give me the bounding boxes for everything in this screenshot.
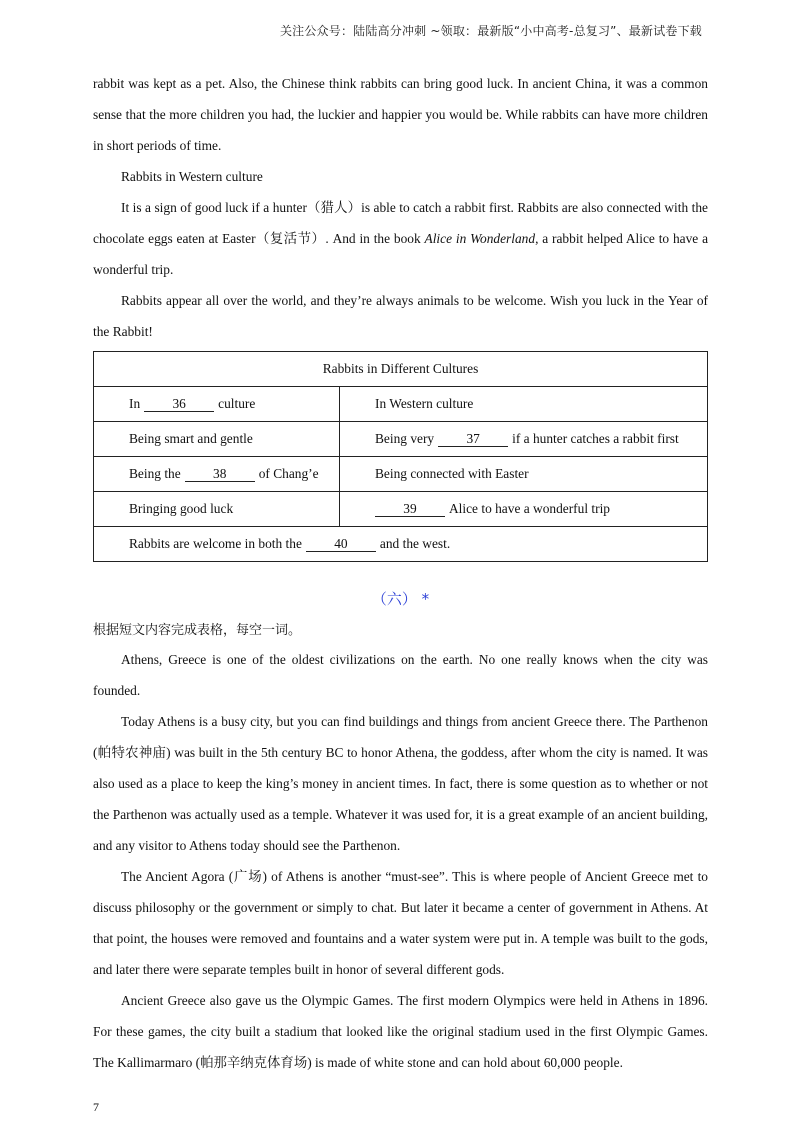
western-text-a: It is a sign of good luck if a hunter（猎人）is able to catch a rabbit first. Rabbits are also connected with the chocolate eggs eaten at Easter（复活节）. And in the book <box>93 200 708 246</box>
table-cell: In Western culture <box>340 387 708 422</box>
paragraph-athens-intro: Athens, Greece is one of the oldest civilizations on the earth. No one really knows when the city was founded. <box>93 652 708 698</box>
paragraph-olympics: Ancient Greece also gave us the Olympic Games. The first modern Olympics were held in Athens in 1896. For these games, the city built a stadium that looked like the original stadium used in the first Olympic Games. The Kallimarmaro (帕那辛纳克体育场) is made of white stone and can hold about 60,000 people. <box>93 993 708 1070</box>
cell-text: of Chang’e <box>258 466 319 481</box>
blank-38: 38 <box>185 467 255 482</box>
table-cell <box>94 457 340 492</box>
table-row <box>94 527 708 562</box>
table-cell: Bringing good luck <box>94 492 340 527</box>
page-header: 关注公众号：陆陆高分冲刺 ~领取：最新版“小中高考-总复习”、最新试卷下载 <box>279 24 702 38</box>
table-cell <box>340 492 708 527</box>
cell-text: Rabbits are welcome in both the <box>129 536 302 551</box>
table-row <box>94 422 708 457</box>
paragraph-rabbit-china: rabbit was kept as a pet. Also, the Chinese think rabbits can bring good luck. In ancient China, it was a common sense that the more children you had, the luckier and happier you would be. While rabbits can have more children in short periods of time. <box>93 76 708 153</box>
blank-39: 39 <box>375 502 445 517</box>
blank-36: 36 <box>144 397 214 412</box>
table-row <box>94 492 708 527</box>
cell-text: In <box>129 396 141 411</box>
cell-text: culture <box>218 396 256 411</box>
table-row <box>94 352 708 387</box>
table-cell: Being smart and gentle <box>94 422 340 457</box>
page-number: 7 <box>93 1100 99 1114</box>
page-content <box>93 68 708 1078</box>
table-cell: Being connected with Easter <box>340 457 708 492</box>
cell-text: if a hunter catches a rabbit first <box>512 431 679 446</box>
paragraph-parthenon: Today Athens is a busy city, but you can find buildings and things from ancient Greece there. The Parthenon (帕特农神庙) was built in the 5th century BC to honor Athena, the goddess, after whom the city is named. It was also used as a place to keep the king’s money in ancient times. In fact, there is some question as to whether or not the Parthenon was actually used as a temple. Whatever it was used for, it is a great example of an ancient building, and any visitor to Athens today should see the Parthenon. <box>93 714 708 853</box>
table-cell <box>340 422 708 457</box>
paragraph-agora: The Ancient Agora (广场) of Athens is another “must-see”. This is where people of Ancient Greece met to discuss philosophy or the government or simply to chat. But later it became a center of government in Athens. At that point, the houses were removed and fountains and a water system were put in. A temple was built to the gods, and later there were separate temples built in honor of several different gods. <box>93 869 708 977</box>
paragraph-western-luck <box>93 192 708 285</box>
table-row <box>94 457 708 492</box>
table-cell <box>94 387 340 422</box>
book-title: Alice in Wonderland <box>424 231 536 246</box>
instruction: 根据短文内容完成表格，每空一词。 <box>93 623 302 638</box>
cell-text: and the west. <box>379 536 451 551</box>
rabbit-culture-table <box>93 351 708 562</box>
table-row <box>94 387 708 422</box>
blank-40: 40 <box>306 537 376 552</box>
cell-text: Alice to have a wonderful trip <box>449 501 611 516</box>
blank-37: 37 <box>438 432 508 447</box>
section-heading: （六） * <box>371 590 430 608</box>
western-text-b: , a rabbit helped Alice to have a wonderful trip. <box>93 231 709 277</box>
cell-text: Being the <box>129 466 181 481</box>
table-title: Rabbits in Different Cultures <box>94 352 708 387</box>
paragraph-rabbit-world: Rabbits appear all over the world, and they’re always animals to be welcome. Wish you luck in the Year of the Rabbit! <box>93 293 708 339</box>
subheading-western-culture: Rabbits in Western culture <box>121 169 263 184</box>
table-cell <box>94 527 708 562</box>
cell-text: Being very <box>375 431 435 446</box>
